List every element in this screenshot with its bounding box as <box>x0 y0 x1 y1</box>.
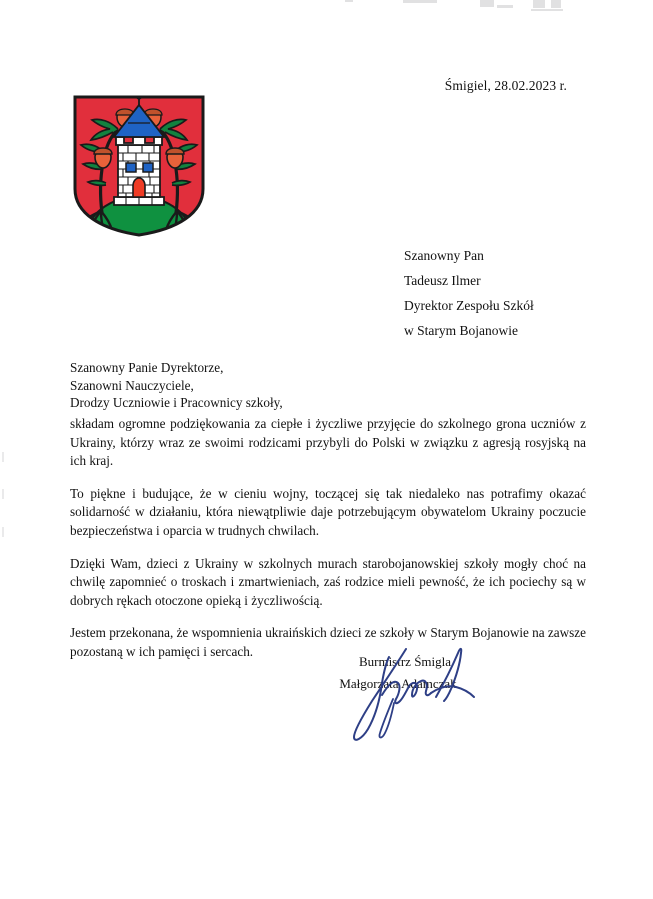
addressee-line: w Starym Bojanowie <box>404 323 518 338</box>
scan-artifact-strip <box>0 0 653 14</box>
addressee-block <box>404 243 534 343</box>
scan-edge-specks <box>0 0 8 899</box>
addressee-line: Tadeusz Ilmer <box>404 273 481 288</box>
salutation-line: Drodzy Uczniowie i Pracownicy szkoły, <box>70 395 283 410</box>
signature-title: Burmistrz Śmigla <box>358 654 452 669</box>
salutation-line: Szanowny Panie Dyrektorze, <box>70 360 224 375</box>
signature-block <box>288 651 508 741</box>
signature-name: Małgorzata Adamczak <box>339 676 457 691</box>
signature-printed-lines <box>288 651 508 695</box>
salutation-block <box>70 359 590 412</box>
body-paragraph: Jestem przekonana, że wspomnienia ukraińskich dzieci ze szkoły w Starym Bojanowie na zawsze pozostaną w ich pamięci i sercach. <box>70 625 586 659</box>
letter-body <box>70 415 586 662</box>
date-line: Śmigiel, 28.02.2023 r. <box>444 78 567 93</box>
salutation-line: Szanowni Nauczyciele, <box>70 377 194 393</box>
body-paragraph: To piękne i budujące, że w cieniu wojny, toczącej się tak niedaleko nas potrafimy okazać solidarność w działaniu, która niewątpliwie daje potrzebującym obywatelom Ukrainy poczucie bezpieczeństwa i oparcia w trudnych chwilach. <box>70 485 586 538</box>
body-paragraph: składam ogromne podziękowania za ciepłe i życzliwe przyjęcie do szkolnego grona uczniów z Ukrainy, którzy wraz ze swoimi rodzicami przybyli do Polski w związku z agresją rosyjską na ich kraj. <box>70 416 586 469</box>
addressee-line: Dyrektor Zespołu Szkół <box>404 298 534 313</box>
addressee-line: Szanowny Pan <box>404 248 484 263</box>
coat-of-arms-icon <box>70 93 208 239</box>
body-paragraph: Dzięki Wam, dzieci z Ukrainy w szkolnych murach starobojanowskiej szkoły mogły choć na chwilę zapomnieć o troskach i zmartwieniach, zaś rodzice mieli pewność, że ich pociechy są w dobrych rękach otoczone opieką i życzliwością. <box>70 555 586 608</box>
